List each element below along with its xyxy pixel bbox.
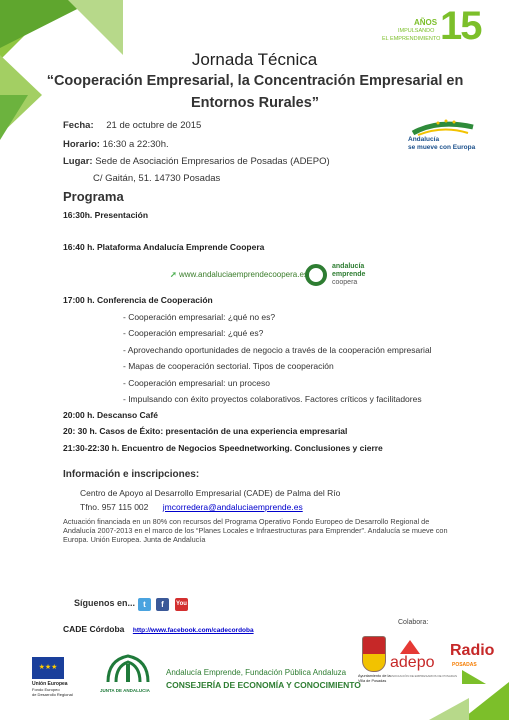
andalucia-europa-graphic: [408, 117, 478, 137]
bullet-6: - Impulsando con éxito proyectos colaborativos. Factores críticos y facilitadores: [123, 394, 422, 404]
eu-line-1: Unión Europea: [32, 681, 68, 687]
facebook-link[interactable]: http://www.facebook.com/cadecordoba: [132, 627, 254, 634]
adepo-sub: ASOCIACIÓN DE EMPRESARIOS DE POSADAS: [390, 674, 458, 678]
coopera-url-text: www.andaluciaemprendecoopera.es: [178, 270, 308, 279]
programa-heading: Programa: [63, 189, 124, 204]
twitter-icon[interactable]: t: [138, 598, 151, 611]
radio-sub: POSADAS: [452, 662, 477, 668]
programa-item-3: 17:00 h. Conferencia de Cooperación: [63, 295, 213, 305]
bullet-4: - Mapas de cooperación sectorial. Tipos de cooperación: [123, 361, 334, 371]
andalucia-europa-logo: [408, 117, 478, 153]
anniversary-number: 15: [440, 4, 481, 48]
subtitle-line-1: “Cooperación Empresarial, la Concentración Empresarial en: [46, 73, 464, 89]
info-center: Centro de Apoyo al Desarrollo Empresarial (CADE) de Palma del Río: [80, 488, 341, 498]
coopera-arrow-icon: ➚: [170, 270, 177, 279]
fundacion-text: Andalucía Emprende, Fundación Pública Andaluza: [166, 668, 347, 677]
funding-line-3: Europa. Unión Europea. Junta de Andalucía: [63, 535, 206, 544]
coopera-logo: [305, 262, 375, 288]
fecha-label: Fecha:: [63, 120, 94, 131]
info-contact-row: [80, 502, 303, 512]
programa-item-1: 16:30h. Presentación: [63, 210, 149, 220]
fecha-value: 21 de octubre de 2015: [106, 120, 202, 131]
funding-line-2: Andalucía 2007-2013 en el marco de los “Planes Locales e Infraestructuras para Emprender”. Andalucía se mueve con: [63, 526, 448, 535]
coopera-logo-line-3: coopera: [332, 279, 358, 286]
lugar-value: Sede de Asociación Empresarios de Posadas (ADEPO): [95, 156, 330, 167]
cade-row: [63, 619, 254, 637]
info-heading: Información e inscripciones:: [63, 469, 200, 480]
decor-triangle-5: [0, 95, 28, 140]
coopera-circle-icon: [305, 264, 327, 286]
adepo-text: adepo: [390, 654, 435, 671]
page-title: Jornada Técnica: [191, 50, 318, 69]
lugar-row: [63, 156, 330, 167]
anniversary-text-2: IMPULSANDO: [398, 28, 435, 34]
anniversary-text-1: AÑOS: [414, 18, 438, 27]
cade-label: CADE Córdoba: [63, 624, 125, 634]
radio-logo: [450, 642, 500, 682]
eu-logo: [32, 657, 72, 701]
youtube-icon[interactable]: You: [175, 598, 188, 611]
eu-line-3: de Desarrollo Regional: [32, 692, 73, 697]
ayuntamiento-logo: [358, 634, 391, 694]
programa-item-4: 20:00 h. Descanso Café: [63, 410, 158, 420]
ayto-line-2: Villa de Posadas: [358, 679, 387, 683]
ayto-line-1: Ayuntamiento de la: [358, 674, 391, 678]
fecha-row: [63, 120, 201, 131]
decor-triangle-bottom-2: [429, 698, 469, 720]
andalucia-europa-line-1: Andalucía: [408, 136, 440, 143]
horario-value: 16:30 a 22:30h.: [102, 139, 169, 150]
bullet-3: - Aprovechando oportunidades de negocio a través de la cooperación empresarial: [123, 345, 432, 355]
anniversary-logo: [382, 4, 483, 52]
bullet-1: - Cooperación empresarial: ¿qué no es?: [123, 312, 276, 322]
decor-triangle-3: [68, 0, 123, 55]
colabora-label: Colabora:: [398, 619, 429, 626]
radio-text: Radio: [450, 642, 495, 659]
consejeria-text: CONSEJERÍA DE ECONOMÍA Y CONOCIMIENTO: [166, 680, 361, 690]
address: C/ Gaitán, 51. 14730 Posadas: [93, 173, 221, 184]
coat-of-arms-icon: [362, 636, 386, 672]
junta-logo: [100, 652, 156, 702]
email-link[interactable]: jmcorredera@andaluciaemprende.es: [162, 502, 303, 512]
eu-line-2: Fondo Europeo: [32, 687, 60, 692]
coopera-logo-line-2: emprende: [332, 271, 366, 278]
horario-label: Horario:: [63, 139, 100, 150]
coopera-logo-line-1: andalucía: [332, 263, 365, 270]
anniversary-text-3: EL EMPRENDIMIENTO: [382, 36, 441, 42]
funding-line-1: Actuación financiada en un 80% con recursos del Programa Operativo Fondo Europeo de Desarrollo Regional de: [63, 517, 430, 526]
lugar-label: Lugar:: [63, 156, 93, 167]
programa-item-2: 16:40 h. Plataforma Andalucía Emprende Coopera: [63, 242, 265, 252]
info-phone: Tfno. 957 115 002: [80, 502, 149, 512]
social-label: Síguenos en...: [74, 598, 136, 608]
eu-flag-icon: ★★★: [32, 657, 64, 679]
programa-item-5: 20: 30 h. Casos de Éxito: presentación de una experiencia empresarial: [63, 426, 348, 436]
junta-emblem-icon: [100, 652, 156, 686]
subtitle-line-2: Entornos Rurales”: [190, 95, 320, 111]
adepo-mark-icon: [400, 640, 420, 654]
bullet-5: - Cooperación empresarial: un proceso: [123, 378, 270, 388]
andalucia-europa-line-2: se mueve con Europa: [408, 144, 476, 151]
horario-row: [63, 139, 169, 150]
bullet-2: - Cooperación empresarial: ¿qué es?: [123, 328, 264, 338]
adepo-logo: [390, 640, 458, 684]
coopera-url: [170, 270, 308, 279]
junta-text: JUNTA DE ANDALUCIA: [100, 688, 150, 693]
programa-item-6: 21:30-22:30 h. Encuentro de Negocios Speednetworking. Conclusiones y cierre: [63, 443, 383, 453]
facebook-icon[interactable]: f: [156, 598, 169, 611]
